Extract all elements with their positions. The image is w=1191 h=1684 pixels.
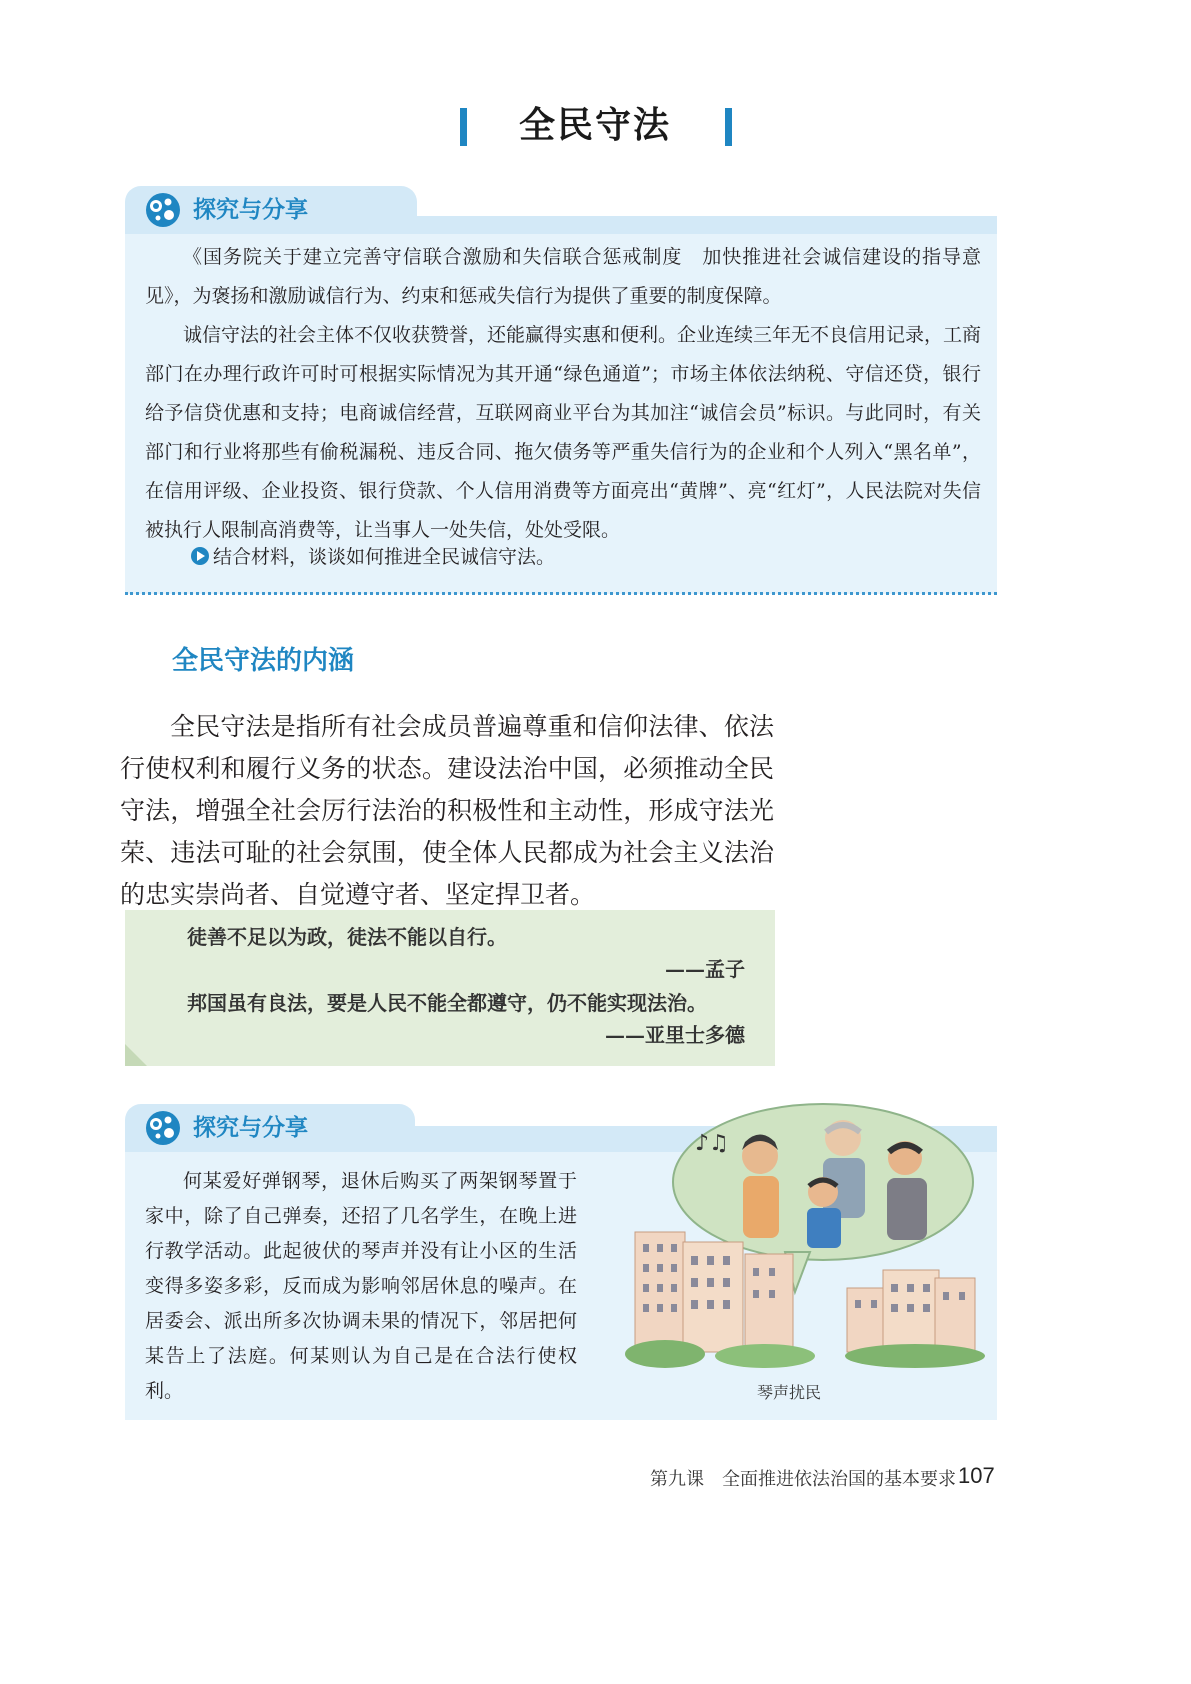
- explore-box-1: [125, 186, 997, 604]
- explore-question: [191, 543, 555, 571]
- explore-paragraph-3: 何某爱好弹钢琴，退休后购买了两架钢琴置于家中，除了自己弹奏，还招了几名学生，在晚上进行教学活动。此起彼伏的琴声并没有让小区的生活变得多姿多彩，反而成为影响邻居休息的噪声。在居委会、派出所多次协调未果的情况下，邻居把何某告上了法庭。何某则认为自己是在合法行使权利。: [145, 1170, 577, 1402]
- page-number: 107: [958, 1463, 995, 1488]
- quote-text-1: 徒善不足以为政，徒法不能以自行。: [187, 925, 507, 949]
- quote-text-2: 邦国虽有良法，要是人民不能全都遵守，仍不能实现法治。: [187, 991, 707, 1015]
- quote-fold-corner: [125, 1044, 147, 1066]
- svg-text:♪♫: ♪♫: [695, 1131, 729, 1156]
- quote-author-2: ——亚里士多德: [605, 1023, 745, 1047]
- quote-author-1: ——孟子: [665, 957, 745, 981]
- question-text: 结合材料，谈谈如何推进全民诚信守法。: [213, 546, 556, 568]
- title-bar-right: [725, 108, 732, 146]
- image-caption: 琴声扰民: [757, 1383, 822, 1402]
- body-paragraph: 全民守法是指所有社会成员普遍尊重和信仰法律、依法行使权利和履行义务的状态。建设法治中国，必须推动全民守法，增强全社会厉行法治的积极性和主动性，形成守法光荣、违法可耻的社会氛围，使全体人民都成为社会主义法治的忠实崇尚者、自觉遵守者、坚定捍卫者。: [120, 712, 774, 909]
- piano-noise-illustration: [625, 1092, 985, 1382]
- title-bar-left: [460, 108, 467, 146]
- page-title: 全民守法: [518, 105, 671, 146]
- explore-text-1: [145, 238, 981, 550]
- explore-paragraph-1: 《国务院关于建立完善守信联合激励和失信联合惩戒制度 加快推进社会诚信建设的指导意见》，为褒扬和激励诚信行为、约束和惩戒失信行为提供了重要的制度保障。: [145, 246, 981, 307]
- quote-box: [125, 910, 775, 1066]
- page-title-block: [0, 98, 1191, 158]
- explore-icon: [145, 1110, 181, 1146]
- explore-icon: [145, 192, 181, 228]
- explore-text-2: [145, 1164, 577, 1409]
- explore-paragraph-2: 诚信守法的社会主体不仅收获赞誉，还能赢得实惠和便利。企业连续三年无不良信用记录，工商部门在办理行政许可时可根据实际情况为其开通“绿色通道”；市场主体依法纳税、守信还贷，银行给予信贷优惠和支持；电商诚信经营，互联网商业平台为其加注“诚信会员”标识。与此同时，有关部门和行业将那些有偷税漏税、违反合同、拖欠债务等严重失信行为的企业和个人列入“黑名单”，在信用评级、企业投资、银行贷款、个人信用消费等方面亮出“黄牌”、亮“红灯”，人民法院对失信被执行人限制高消费等，让当事人一处失信，处处受限。: [145, 324, 982, 541]
- footer-lesson: 第九课 全面推进依法治国的基本要求: [650, 1469, 956, 1490]
- explore-tab-label: 探究与分享: [193, 197, 308, 223]
- explore-tab-label: 探究与分享: [193, 1115, 308, 1141]
- dotted-divider: [125, 592, 997, 595]
- explore-box-2: [125, 1104, 997, 1420]
- play-triangle-icon: [191, 547, 209, 565]
- section-heading: 全民守法的内涵: [172, 646, 355, 676]
- main-body-text: [120, 706, 774, 916]
